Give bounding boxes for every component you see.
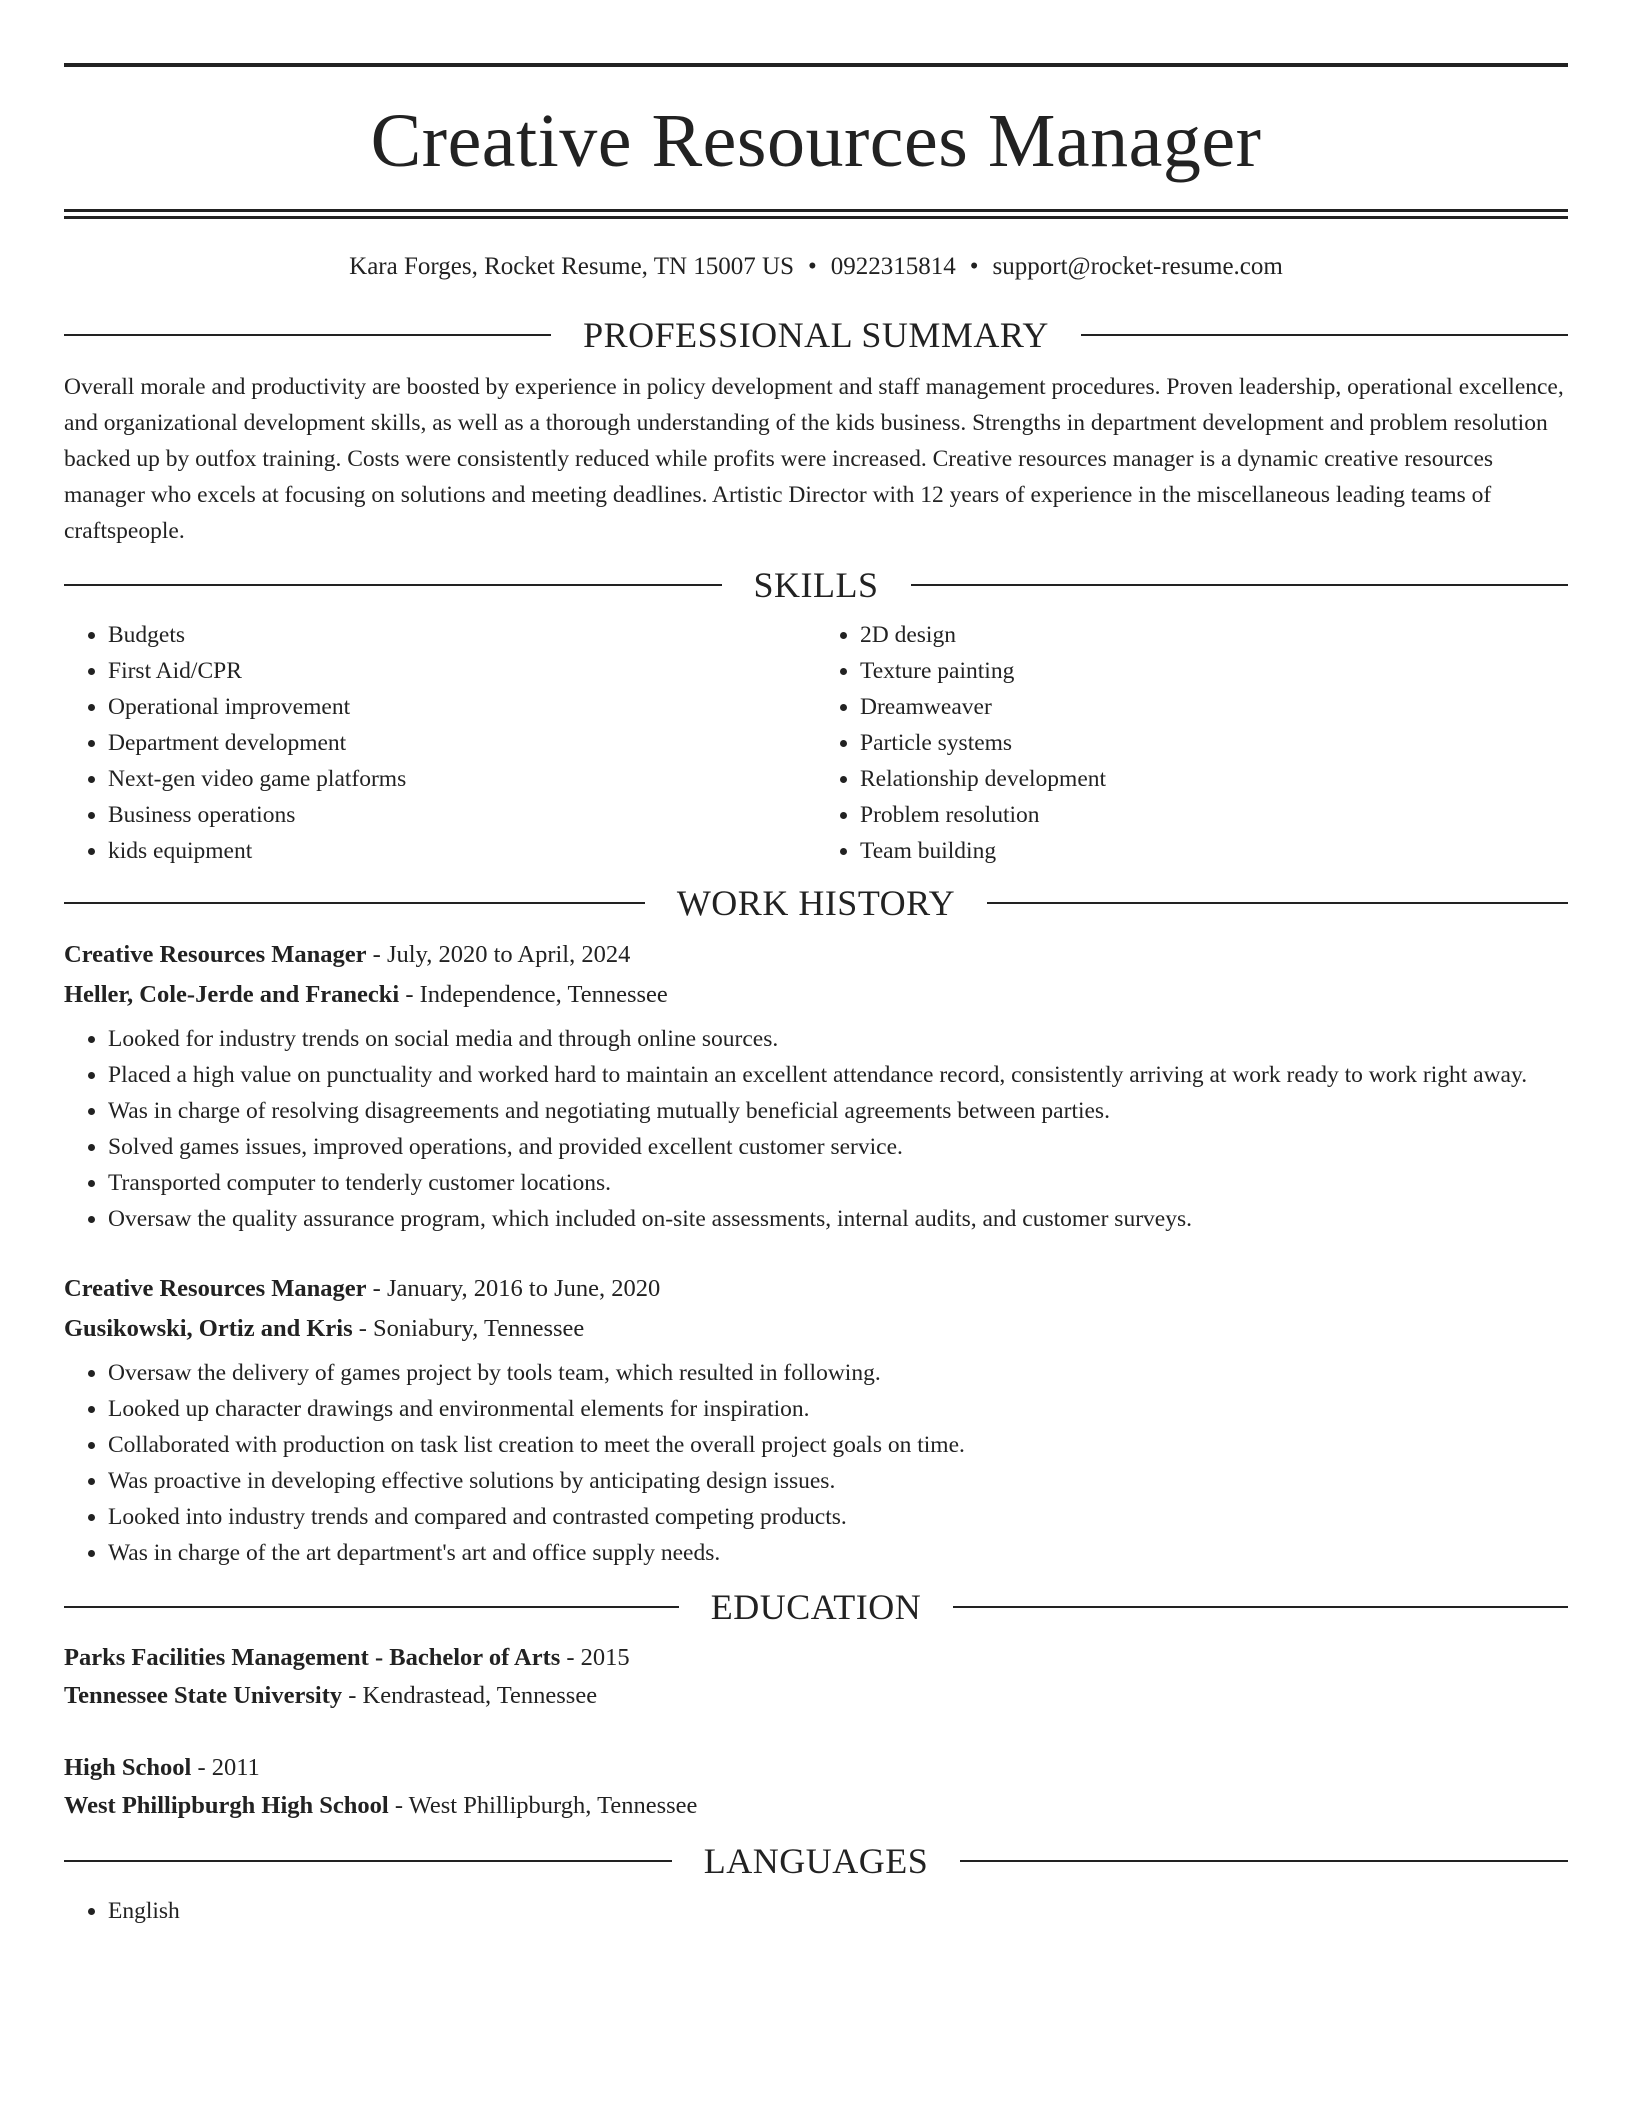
skills-column-left: [64, 617, 816, 869]
section-title-summary: PROFESSIONAL SUMMARY: [583, 315, 1049, 355]
job-bullet: • Solved games issues, improved operations, and provided excellent customer service.: [108, 1129, 1568, 1165]
heading-rule-left: [64, 1606, 679, 1608]
section-heading-skills: [64, 567, 1568, 603]
resume-title: Creative Resources Manager: [370, 99, 1262, 183]
job-dates: - January, 2016 to June, 2020: [366, 1275, 661, 1302]
job-bullet: • Was in charge of the art department's art and office supply needs.: [108, 1535, 1568, 1571]
job-title-line: [64, 935, 1568, 975]
company-name: Heller, Cole-Jerde and Franecki: [64, 981, 400, 1008]
contact-separator: •: [808, 253, 817, 280]
heading-rule-right: [911, 584, 1569, 586]
company-name: Gusikowski, Ortiz and Kris: [64, 1315, 353, 1342]
skill-item: • Texture painting: [860, 653, 1568, 689]
school-line: [64, 1787, 1568, 1825]
job-entry: [64, 935, 1568, 1237]
company-line: [64, 1309, 1568, 1349]
skills-list: [64, 617, 1568, 869]
education-entry: [64, 1749, 1568, 1825]
degree-year: - 2011: [191, 1754, 260, 1781]
job-title: Creative Resources Manager: [64, 1275, 367, 1302]
skill-item: • Department development: [108, 725, 816, 761]
degree-line: [64, 1749, 1568, 1787]
job-bullet: • Looked for industry trends on social media and through online sources.: [108, 1021, 1568, 1057]
company-location: - Soniabury, Tennessee: [352, 1315, 585, 1342]
heading-rule-left: [64, 334, 551, 336]
section-title-work: WORK HISTORY: [676, 883, 956, 923]
language-item: • English: [108, 1893, 1568, 1929]
job-bullet: • Collaborated with production on task list creation to meet the overall project goals on time.: [108, 1427, 1568, 1463]
school-name: Tennessee State University: [64, 1682, 343, 1709]
heading-rule-right: [987, 902, 1568, 904]
contact-email: support@rocket-resume.com: [992, 253, 1283, 280]
company-line: [64, 975, 1568, 1015]
skill-item: • Operational improvement: [108, 689, 816, 725]
skill-item: • 2D design: [860, 617, 1568, 653]
summary-text: Overall morale and productivity are boosted by experience in policy development and staff management procedures. Proven leadership, operational excellence, and organizational development skills, as well as a thorough understanding of the kids business. Strengths in department development and problem resolution backed up by outfox training. Costs were consistently reduced while profits were increased. Creative resources manager is a dynamic creative resources manager who excels at focusing on solutions and meeting deadlines. Artistic Director with 12 years of experience in the miscellaneous leading teams of craftspeople.: [64, 374, 1564, 544]
skill-item: • Business operations: [108, 797, 816, 833]
section-heading-work: [64, 885, 1568, 921]
section-heading-languages: [64, 1843, 1568, 1879]
contact-phone: 0922315814: [830, 253, 956, 280]
school-line: [64, 1677, 1568, 1715]
top-divider: [64, 63, 1568, 67]
job-bullet: • Was proactive in developing effective solutions by anticipating design issues.: [108, 1463, 1568, 1499]
school-location: - West Phillipburgh, Tennessee: [388, 1792, 698, 1819]
job-dates: - July, 2020 to April, 2024: [366, 941, 631, 968]
skill-item: • Particle systems: [860, 725, 1568, 761]
skill-item: • kids equipment: [108, 833, 816, 869]
job-bullet: • Oversaw the delivery of games project by tools team, which resulted in following.: [108, 1355, 1568, 1391]
skill-item: • Dreamweaver: [860, 689, 1568, 725]
heading-rule-right: [953, 1606, 1568, 1608]
heading-rule-left: [64, 1860, 672, 1862]
skill-item: • Team building: [860, 833, 1568, 869]
skill-item: • Relationship development: [860, 761, 1568, 797]
school-location: - Kendrastead, Tennessee: [342, 1682, 598, 1709]
section-title-skills: SKILLS: [753, 565, 879, 605]
job-bullet: • Placed a high value on punctuality and worked hard to maintain an excellent attendance record, consistently arriving at work ready to work right away.: [108, 1057, 1568, 1093]
job-bullet: • Oversaw the quality assurance program, which included on-site assessments, internal audits, and customer surveys.: [108, 1201, 1568, 1237]
heading-rule-left: [64, 902, 645, 904]
skill-item: • Problem resolution: [860, 797, 1568, 833]
job-bullets: [64, 1021, 1568, 1237]
heading-rule-left: [64, 584, 722, 586]
contact-separator: •: [969, 253, 979, 280]
heading-rule-right: [1081, 334, 1568, 336]
job-title-line: [64, 1269, 1568, 1309]
skill-item: • First Aid/CPR: [108, 653, 816, 689]
section-heading-summary: [64, 317, 1568, 353]
job-bullet: • Looked into industry trends and compared and contrasted competing products.: [108, 1499, 1568, 1535]
contact-address: Kara Forges, Rocket Resume, TN 15007 US: [349, 253, 795, 280]
skill-item: • Budgets: [108, 617, 816, 653]
section-title-education: EDUCATION: [710, 1587, 922, 1627]
job-bullet: • Looked up character drawings and environmental elements for inspiration.: [108, 1391, 1568, 1427]
job-bullet: • Was in charge of resolving disagreements and negotiating mutually beneficial agreements between parties.: [108, 1093, 1568, 1129]
degree-line: [64, 1639, 1568, 1677]
contact-info: [64, 254, 1568, 279]
skills-column-right: [816, 617, 1568, 869]
job-entry: [64, 1269, 1568, 1571]
degree-name: Parks Facilities Management - Bachelor of Arts: [64, 1644, 561, 1671]
degree-year: - 2015: [560, 1644, 630, 1671]
job-title: Creative Resources Manager: [64, 941, 367, 968]
degree-name: High School: [64, 1754, 192, 1781]
heading-rule-right: [960, 1860, 1568, 1862]
title-double-divider: [64, 209, 1568, 219]
job-bullet: • Transported computer to tenderly customer locations.: [108, 1165, 1568, 1201]
skill-item: • Next-gen video game platforms: [108, 761, 816, 797]
company-location: - Independence, Tennessee: [399, 981, 668, 1008]
languages-list: [64, 1893, 1568, 1929]
school-name: West Phillipburgh High School: [64, 1792, 389, 1819]
education-entry: [64, 1639, 1568, 1715]
job-bullets: [64, 1355, 1568, 1571]
section-heading-education: [64, 1589, 1568, 1625]
section-title-languages: LANGUAGES: [703, 1841, 929, 1881]
